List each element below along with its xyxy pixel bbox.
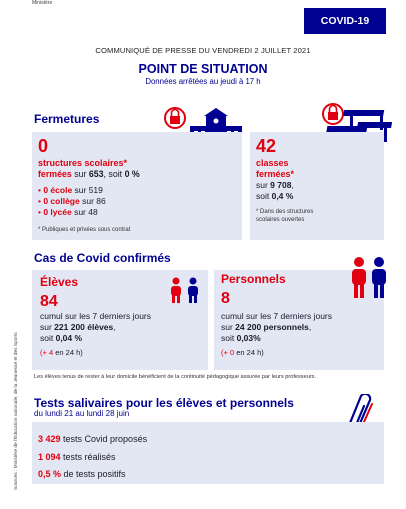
students-cases-number: 84 bbox=[40, 293, 58, 310]
students-people-icon bbox=[168, 276, 204, 304]
students-label: Élèves bbox=[40, 275, 79, 289]
tests-period: du lundi 21 au lundi 28 juin bbox=[34, 409, 130, 418]
fermetures-heading: Fermetures bbox=[34, 112, 100, 126]
covid-tag: COVID-19 bbox=[304, 8, 386, 34]
list-item: 0,5 % de tests positifs bbox=[38, 469, 126, 479]
sources-vertical-text: Sources : Ministère de l'Éducation nationale, de la Jeunesse et des Sports bbox=[14, 332, 19, 490]
staff-people-icon bbox=[350, 256, 390, 300]
tests-stats-list bbox=[38, 431, 147, 484]
ministry-tiny-label: Ministère bbox=[32, 0, 53, 6]
schools-breakdown-list bbox=[38, 185, 106, 218]
staff-cases-details: cumul sur les 7 derniers jours sur 24 200 personnels, soit 0,03% (+ 0 en 24 h) bbox=[221, 311, 333, 357]
list-item: 3 429 tests Covid proposés bbox=[38, 434, 148, 444]
page-title: POINT DE SITUATION bbox=[138, 62, 268, 76]
page-subtitle: Données arrêtées au jeudi à 17 h bbox=[145, 77, 261, 86]
classes-footnote: * Dans des structures scolaires ouvertes bbox=[256, 209, 314, 223]
staff-cases-number: 8 bbox=[221, 290, 230, 307]
students-cases-details: cumul sur les 7 derniers jours sur 221 200 élèves, soit 0,04 % (+ 4 en 24 h) bbox=[40, 311, 152, 357]
classes-label: classes fermées* bbox=[256, 158, 295, 179]
classes-total: sur 9 708, soit 0,4 % bbox=[256, 180, 294, 201]
list-item: • 0 école sur 519 bbox=[38, 185, 103, 195]
press-release-date: COMMUNIQUÉ DE PRESSE DU VENDREDI 2 JUILLET 2021 bbox=[95, 46, 311, 55]
list-item: • 0 collège sur 86 bbox=[38, 196, 106, 206]
cases-heading: Cas de Covid confirmés bbox=[34, 251, 171, 265]
schools-label: structures scolaires* bbox=[38, 158, 128, 168]
schools-total-line: fermées sur 653, soit 0 % bbox=[38, 169, 140, 179]
classes-closed-number: 42 bbox=[256, 136, 277, 156]
list-item: • 0 lycée sur 48 bbox=[38, 207, 98, 217]
schools-footnote: * Publiques et privées sous contrat bbox=[38, 227, 131, 233]
tests-heading: Tests salivaires pour les élèves et personnels bbox=[34, 396, 294, 410]
schools-closed-number: 0 bbox=[38, 136, 49, 156]
continuity-note: Les élèves tenus de rester à leur domicile bénéficient de la continuité pédagogique assurée par leurs professeurs. bbox=[34, 374, 317, 380]
list-item: 1 094 tests réalisés bbox=[38, 451, 116, 462]
staff-label: Personnels bbox=[221, 272, 286, 286]
